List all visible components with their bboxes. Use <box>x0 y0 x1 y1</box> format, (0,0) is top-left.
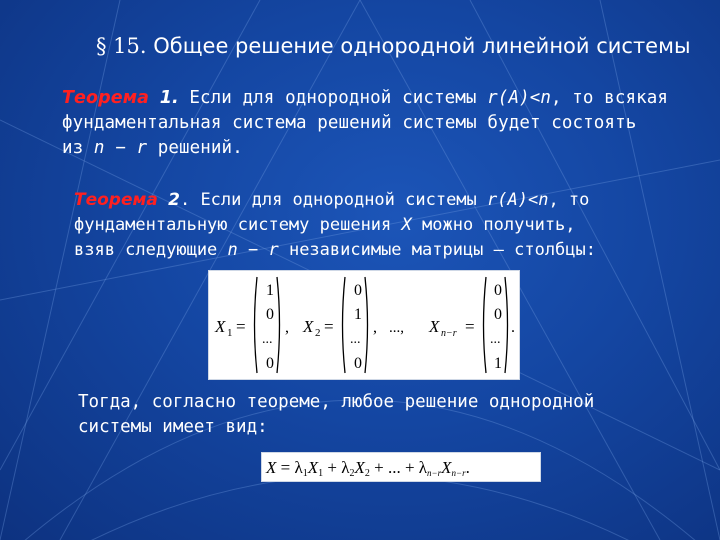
theorem-1-n-minus-r: n − r <box>93 138 148 158</box>
theorem-1-text-b: , то всякая <box>551 88 668 108</box>
gf-t1-lambda-sub: 1 <box>302 468 308 479</box>
theorem-1-number: 1. <box>159 88 179 108</box>
theorem-2-text-e: взяв следующие <box>74 240 228 260</box>
theorem-2-text-c: фундаментальную систему решения <box>74 215 402 235</box>
col2-r4: 0 <box>354 355 362 372</box>
gf-plus-2: + ... + <box>369 458 419 477</box>
theorem-2-text-a: . Если для однородной системы <box>179 190 488 210</box>
gf-t1-lambda: λ <box>294 458 303 477</box>
gf-t2-x-sub: 2 <box>364 468 370 479</box>
conclusion <box>78 390 708 440</box>
gf-plus-1: + <box>323 458 342 477</box>
theorem-2-line-2 <box>74 213 714 238</box>
theorem-1-text-d: решений. <box>147 138 243 158</box>
xn-sub: n−r <box>441 328 457 339</box>
col3-r4: 1 <box>494 355 502 372</box>
x2-eq: = <box>324 317 334 336</box>
col2-r2: 1 <box>354 306 362 323</box>
theorem-2-n-minus-r: n − r <box>227 240 279 260</box>
xn-eq: = <box>465 317 475 336</box>
slide-title <box>96 34 691 58</box>
col3-left-paren <box>484 277 487 373</box>
col1-r3: ... <box>262 332 273 347</box>
col3-r1: 0 <box>494 282 502 299</box>
col2-r3: ... <box>350 332 361 347</box>
gf-t2-lambda-sub: 2 <box>349 468 355 479</box>
theorem-2-number: 2 <box>168 190 180 210</box>
theorem-1-text-c: из <box>62 138 94 158</box>
gf-end: . <box>465 458 470 477</box>
ellipsis: ..., <box>389 320 404 336</box>
gf-t2-x: X <box>354 458 365 477</box>
col3-right-paren <box>505 277 508 373</box>
x1-var: X <box>215 317 226 336</box>
theorem-2-text-f: независимые матрицы – столбцы: <box>278 240 596 260</box>
comma-2: , <box>373 319 377 336</box>
general-formula-text <box>265 458 470 479</box>
gf-t1-x: X <box>307 458 319 477</box>
theorem-1-line-3 <box>62 136 712 161</box>
x2-var: X <box>303 317 314 336</box>
basis-vectors-formula <box>208 270 520 380</box>
gf-lhs: X <box>266 458 277 477</box>
col3-r2: 0 <box>494 306 502 323</box>
x1-sub: 1 <box>227 327 233 339</box>
col3-r3: ... <box>490 332 501 347</box>
col1-r2: 0 <box>266 306 274 323</box>
x2-sub: 2 <box>315 327 321 339</box>
theorem-2-text-b: , то <box>548 190 590 210</box>
col2-r1: 0 <box>354 282 362 299</box>
col1-r1: 1 <box>266 282 274 299</box>
title-section-number: § 15. <box>96 34 147 58</box>
theorem-1-line-2: фундаментальная система решений системы будет состоять <box>62 113 637 133</box>
gf-t3-x-sub: n−r <box>451 468 466 478</box>
theorem-2-label: Теорема <box>74 190 158 210</box>
theorem-2-line-1 <box>74 188 714 213</box>
theorem-1-rank: r(A)<n <box>487 88 551 108</box>
col2-right-paren <box>365 277 368 373</box>
col1-left-paren <box>255 277 258 373</box>
gf-t3-lambda-sub: n−r <box>427 468 442 478</box>
conclusion-line-1: Тогда, согласно теореме, любое решение однородной <box>78 392 595 412</box>
col1-r4: 0 <box>266 355 274 372</box>
theorem-2-line-3 <box>74 238 714 263</box>
general-solution-formula <box>261 452 541 482</box>
theorem-1-line-1 <box>62 86 712 111</box>
gf-eq: = <box>276 458 295 477</box>
gf-t3-x: X <box>441 458 452 477</box>
theorem-2-rank: r(A)<n <box>487 190 549 210</box>
theorem-2-x-var: X <box>401 215 412 235</box>
gf-t2-lambda: λ <box>341 458 350 477</box>
theorem-2 <box>74 188 714 263</box>
title-text: Общее решение однородной линейной системы <box>153 34 691 58</box>
x1-eq: = <box>236 317 246 336</box>
gf-t3-lambda: λ <box>418 458 428 477</box>
conclusion-line-2: системы имеет вид: <box>78 417 268 437</box>
xn-var: X <box>429 317 440 336</box>
comma-1: , <box>285 319 289 336</box>
theorem-1-text-a: Если для однородной системы <box>178 88 488 108</box>
theorem-1 <box>62 86 712 161</box>
gf-t1-x-sub: 1 <box>318 468 324 479</box>
theorem-1-label: Теорема <box>62 88 150 108</box>
theorem-2-text-d: можно получить, <box>411 215 576 235</box>
col2-left-paren <box>343 277 346 373</box>
col1-right-paren <box>277 277 280 373</box>
period: . <box>511 319 515 336</box>
